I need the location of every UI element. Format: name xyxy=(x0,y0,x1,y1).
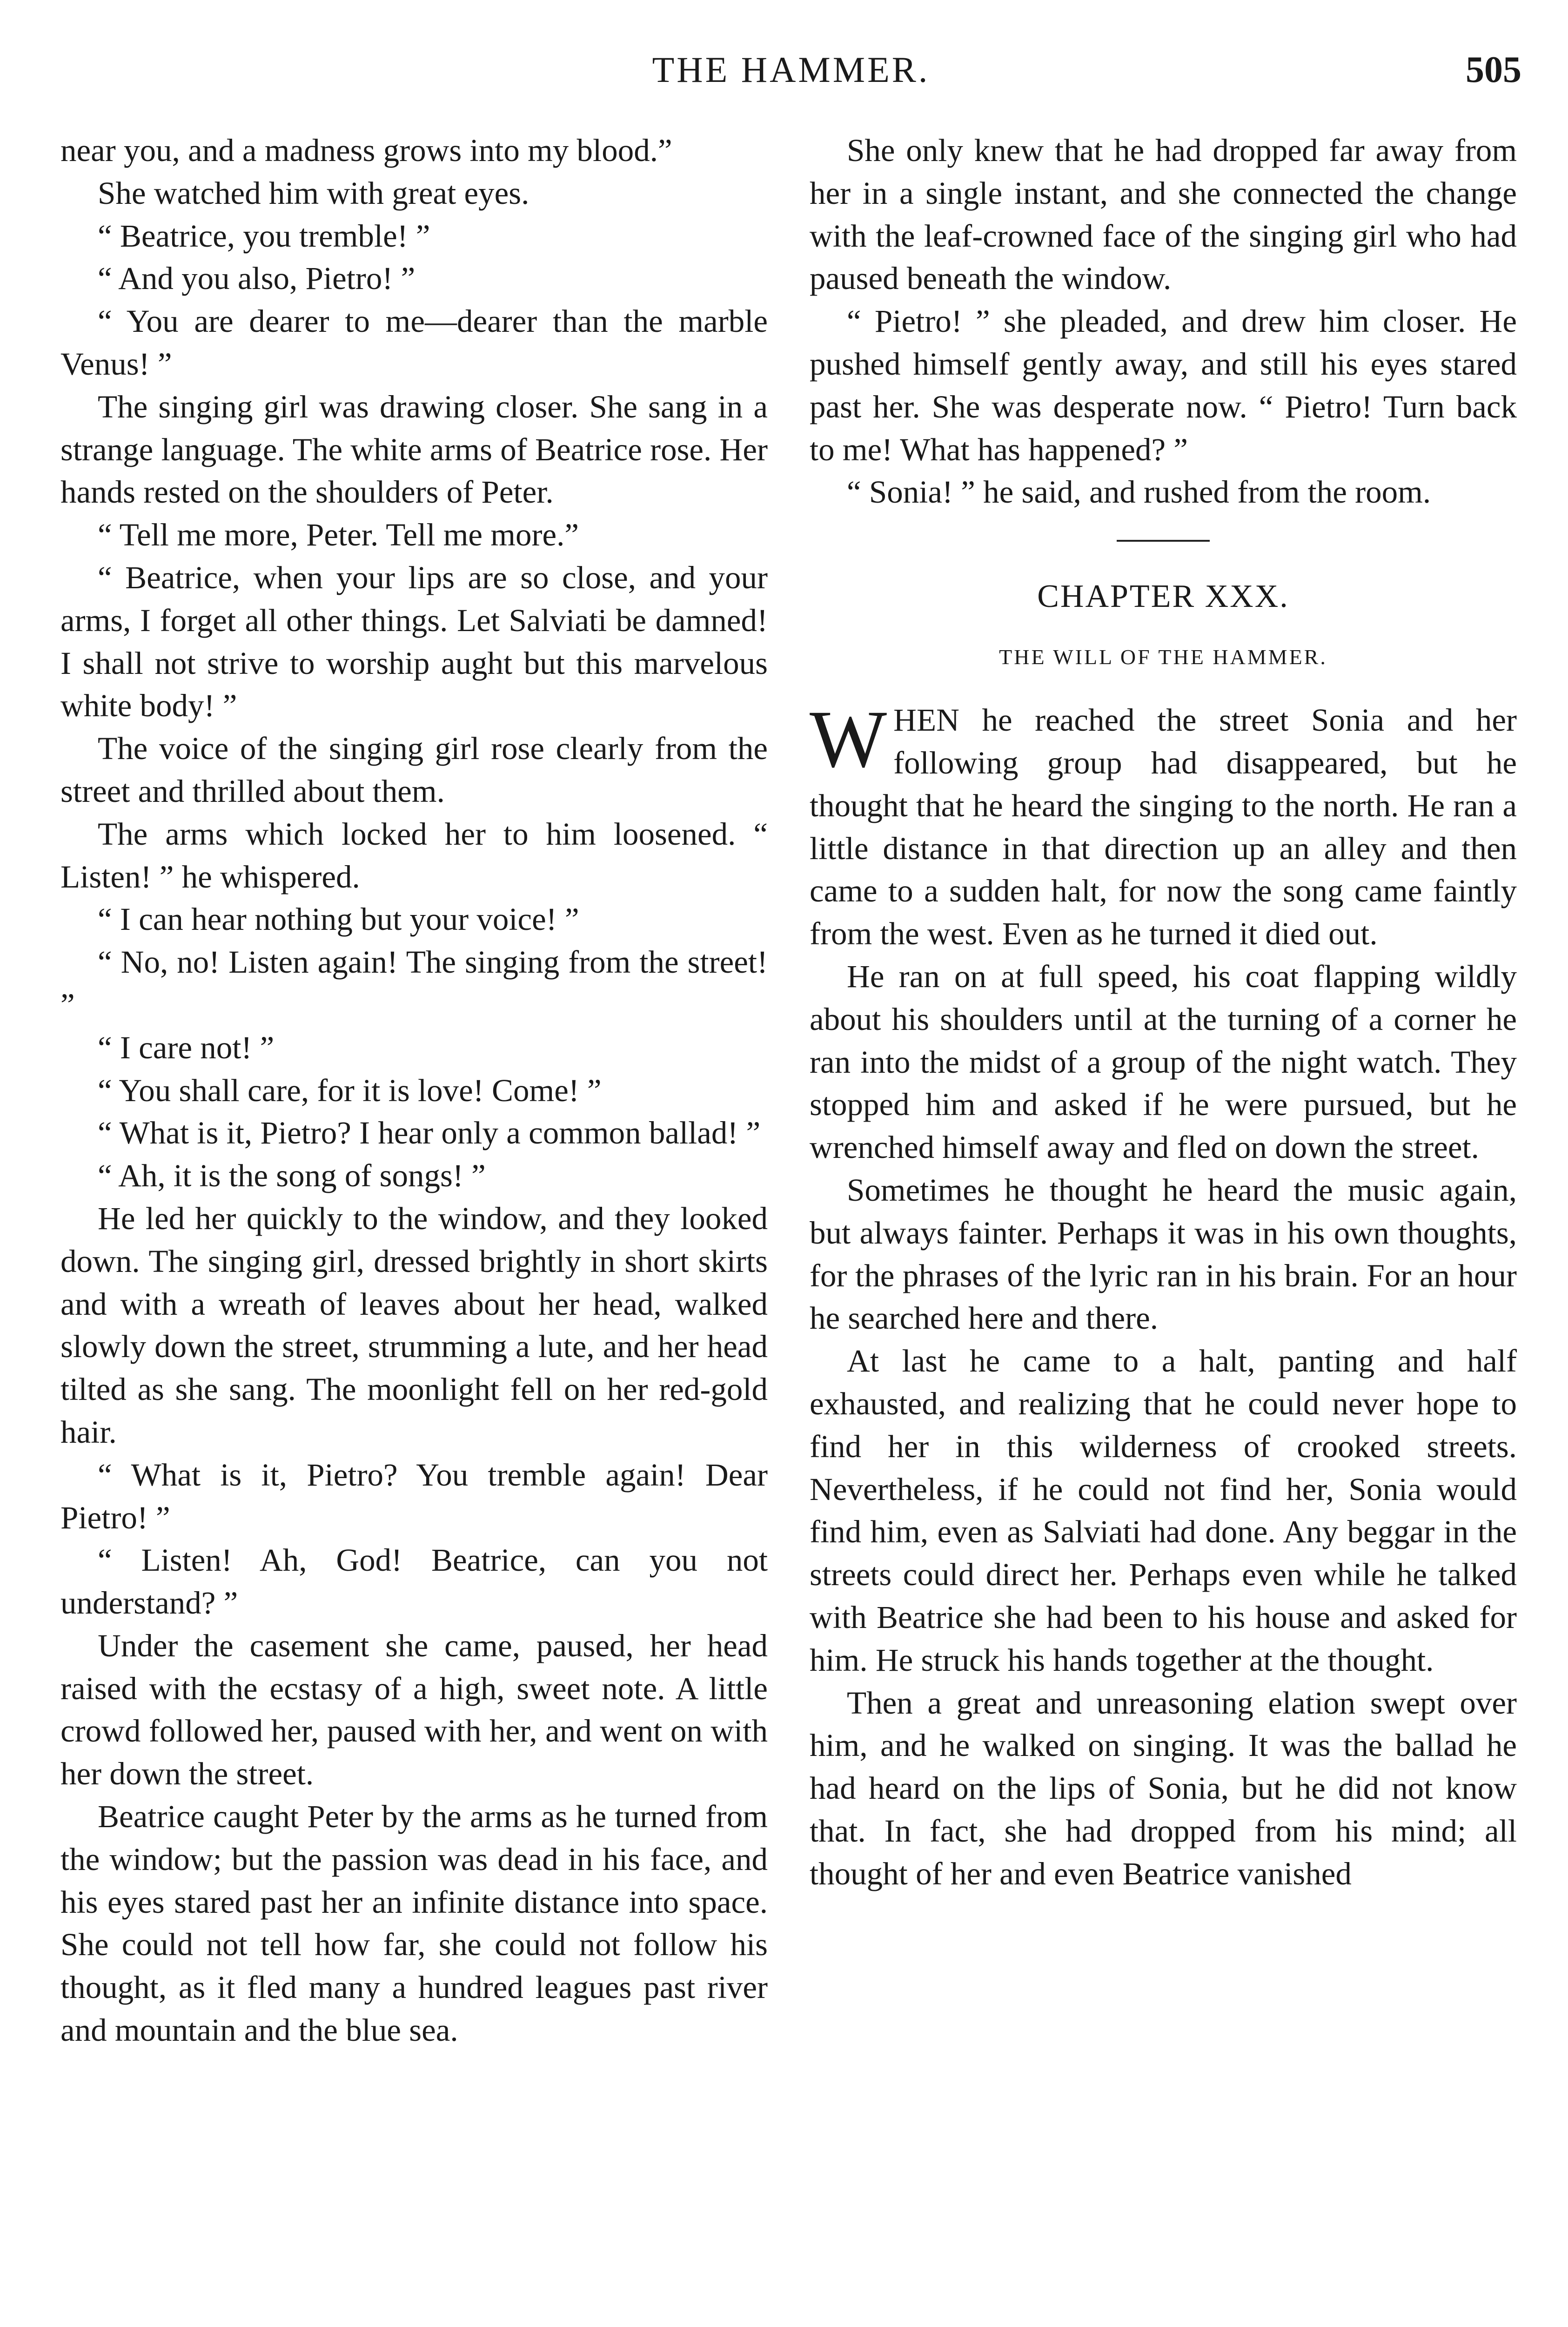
paragraph: The singing girl was drawing closer. She sang in a strange language. The white arms of Beatrice rose. Her hands rested on the shoulders of Peter. xyxy=(60,389,768,510)
chapter-opening-paragraph xyxy=(810,694,1517,955)
paragraph: “ I can hear nothing but your voice! ” xyxy=(98,901,579,937)
right-column-top-text xyxy=(810,129,1517,514)
drop-cap: W xyxy=(810,694,887,785)
paragraph: “ And you also, Pietro! ” xyxy=(98,261,415,296)
paragraph: “ Sonia! ” he said, and rushed from the room. xyxy=(847,474,1431,510)
paragraph: She only knew that he had dropped far away from her in a single instant, and she connected the change with the leaf-crowned face of the singing girl who had paused beneath the window. xyxy=(810,133,1517,296)
paragraph: “ You are dearer to me—dearer than the marble Venus! ” xyxy=(60,303,768,382)
chapter-title: CHAPTER XXX. xyxy=(1037,578,1289,615)
paragraph: Under the casement she came, paused, her head raised with the ecstasy of a high, sweet note. A little crowd followed her, paused with her, and went on with her down the street. xyxy=(60,1628,768,1792)
paragraph: near you, and a madness grows into my blood.” xyxy=(60,133,672,168)
paragraph: He ran on at full speed, his coat flapping wildly about his shoulders until at the turning of a corner he ran into the midst of a group of the night watch. They stopped him and asked if he were pursued, but he wrenched himself away and fled on down the street. xyxy=(810,958,1517,1165)
paragraph: At last he came to a halt, panting and half exhausted, and realizing that he could never hope to find her in this wilderness of crooked streets. Nevertheless, if he could not find her, Sonia would find him, even as Salviati had done. Any beggar in the streets could direct her. Perhaps even while he talked with Beatrice she had been to his house and asked for him. He struck his hands together at the thought. xyxy=(810,1343,1517,1678)
paragraph: “ Pietro! ” she pleaded, and drew him closer. He pushed himself gently away, and still his eyes stared past her. She was desperate now. “ Pietro! Turn back to me! What has happened? ” xyxy=(810,303,1517,467)
chapter-subtitle: THE WILL OF THE HAMMER. xyxy=(999,645,1327,669)
paragraph: The voice of the singing girl rose clearly from the street and thrilled about them. xyxy=(60,731,768,809)
left-column xyxy=(60,129,768,2052)
page-number: 505 xyxy=(1466,49,1521,90)
paragraph: Then a great and unreasoning elation swept over him, and he walked on singing. It was the ballad he had heard on the lips of Sonia, but he did not know that. In fact, she had dropped from his mind; all thought of her and even Beatrice vanished xyxy=(810,1685,1517,1891)
paragraph: He led her quickly to the window, and they looked down. The singing girl, dressed brightly in short skirts and with a wreath of leaves about her head, walked slowly down the street, strumming a lute, and her head tilted as she sang. The moonlight fell on her red-gold hair. xyxy=(60,1200,768,1450)
paragraph: “ Tell me more, Peter. Tell me more.” xyxy=(98,517,579,553)
right-column xyxy=(810,129,1517,1895)
paragraph: “ What is it, Pietro? I hear only a common ballad! ” xyxy=(98,1115,761,1151)
running-title: THE HAMMER. xyxy=(652,49,930,90)
paragraph: “ Beatrice, when your lips are so close, and your arms, I forget all other things. Let Salviati be damned! I shall not strive to worship aught but this marvelous white body! ” xyxy=(60,559,768,724)
paragraph: “ Ah, it is the song of songs! ” xyxy=(98,1158,486,1194)
paragraph: “ Listen! Ah, God! Beatrice, can you not understand? ” xyxy=(60,1542,768,1621)
paragraph: She watched him with great eyes. xyxy=(98,175,529,211)
section-divider xyxy=(1117,540,1210,542)
running-head xyxy=(60,44,1521,95)
paragraph: “ I care not! ” xyxy=(98,1029,275,1065)
paragraph: “ What is it, Pietro? You tremble again! Dear Pietro! ” xyxy=(60,1457,768,1535)
right-column-bottom-text xyxy=(810,955,1517,1896)
paragraph: Beatrice caught Peter by the arms as he turned from the window; but the passion was dead in his face, and his eyes stared past her an infinite distance into space. She could not tell how far, she could not follow his thought, as it fled many a hundred leagues past river and mountain and the blue sea. xyxy=(60,1799,768,2048)
paragraph: “ Beatrice, you tremble! ” xyxy=(98,218,430,254)
paragraph: “ No, no! Listen again! The singing from the street! ” xyxy=(60,944,768,1022)
paragraph: Sometimes he thought he heard the music again, but always fainter. Perhaps it was in his own thoughts, for the phrases of the lyric ran in his brain. For an hour he searched here and there. xyxy=(810,1172,1517,1336)
chapter-opening-text: HEN he reached the street Sonia and her following group had disappeared, but he thought that he heard the singing to the north. He ran a little distance in that direction up an alley and then came to a sudden halt, for now the song came faintly from the west. Even as he turned it died out. xyxy=(810,702,1517,952)
paragraph: “ You shall care, for it is love! Come! ” xyxy=(98,1072,602,1108)
paragraph: The arms which locked her to him loosened. “ Listen! ” he whispered. xyxy=(60,816,768,894)
